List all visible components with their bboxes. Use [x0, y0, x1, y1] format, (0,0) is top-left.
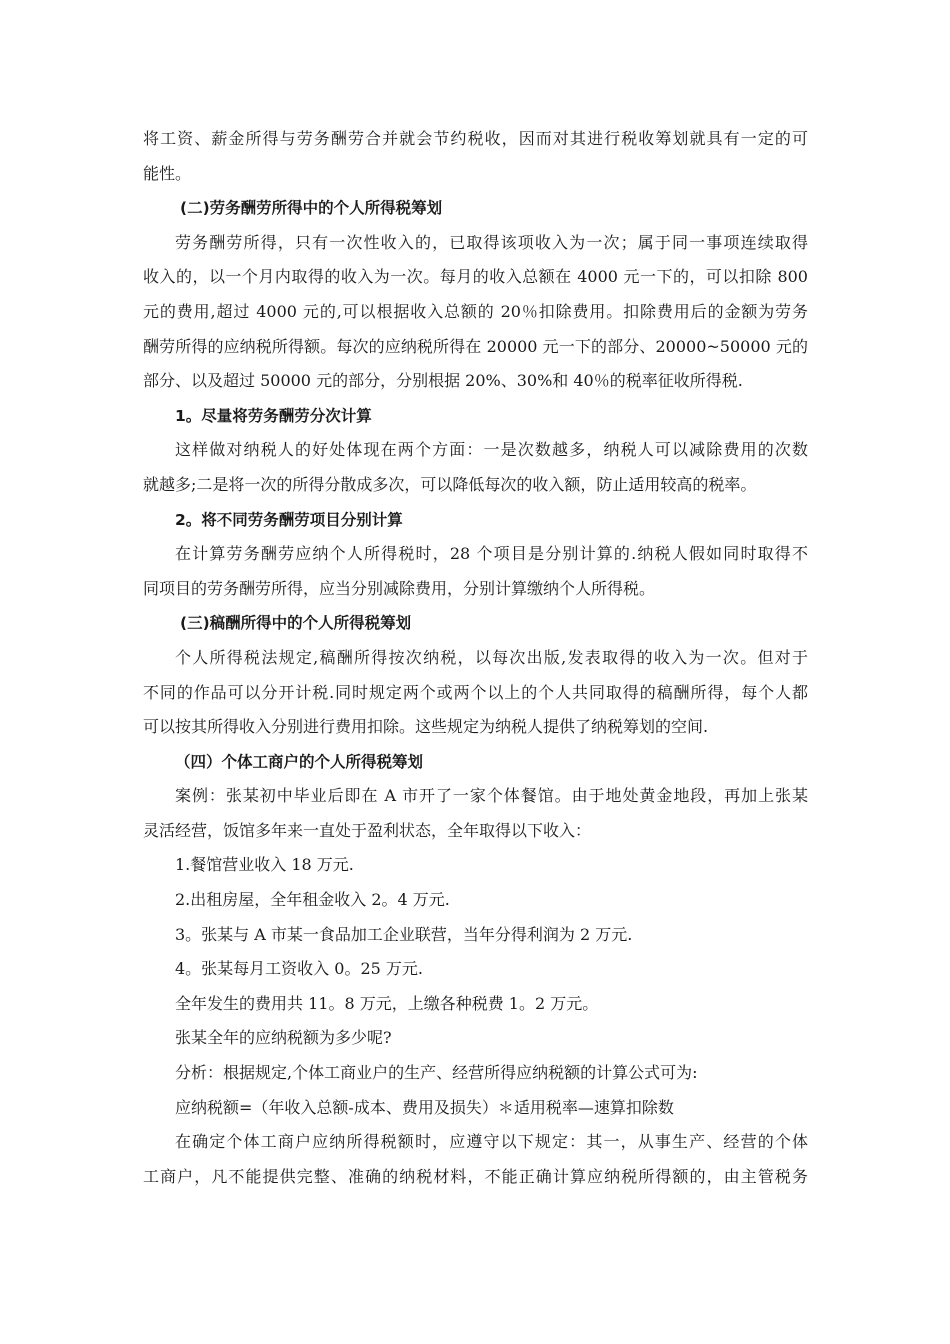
paragraph-line: 可以按其所得收入分别进行费用扣除。这些规定为纳税人提供了纳税筹划的空间.	[143, 717, 709, 737]
paragraph-line: 劳务酬劳所得，只有一次性收入的，已取得该项收入为一次；属于同一事项连续取得	[175, 232, 808, 252]
subsection-heading: 1。尽量将劳务酬劳分次计算	[175, 406, 372, 425]
paragraph-line: 案例：张某初中毕业后即在 A 市开了一家个体餐馆。由于地处黄金地段，再加上张某	[175, 786, 808, 806]
paragraph-line: 灵活经营，饭馆多年来一直处于盈利状态，全年取得以下收入：	[143, 820, 592, 840]
section-heading: (三)稿酬所得中的个人所得税筹划	[180, 614, 412, 633]
paragraph-line: 在计算劳务酬劳应纳个人所得税时，28 个项目是分别计算的.纳税人假如同时取得不	[175, 544, 808, 564]
paragraph-line: 部分、以及超过 50000 元的部分，分别根据 20%、30%和 40％的税率征收所得税.	[143, 371, 743, 391]
paragraph-line: 同项目的劳务酬劳所得，应当分别减除费用，分别计算缴纳个人所得税。	[143, 578, 656, 598]
paragraph-line: 能性。	[143, 163, 192, 183]
paragraph-line: 个人所得税法规定,稿酬所得按次纳税，以每次出版,发表取得的收入为一次。但对于	[175, 647, 808, 667]
paragraph-line: 就越多;二是将一次的所得分散成多次，可以降低每次的收入额，防止适用较高的税率。	[143, 474, 757, 494]
paragraph-line: 全年发生的费用共 11。8 万元，上缴各种税费 1。2 万元。	[175, 993, 599, 1013]
list-item: 2.出租房屋，全年租金收入 2。4 万元.	[175, 890, 450, 910]
list-item: 3。张某与 A 市某一食品加工企业联营，当年分得利润为 2 万元.	[175, 924, 633, 944]
paragraph-line: 在确定个体工商户应纳所得税额时，应遵守以下规定：其一，从事生产、经营的个体	[175, 1132, 808, 1152]
subsection-heading: 2。将不同劳务酬劳项目分别计算	[175, 510, 403, 529]
paragraph-line: 收入的，以一个月内取得的收入为一次。每月的收入总额在 4000 元一下的，可以扣除 800	[143, 267, 808, 287]
list-item: 4。张某每月工资收入 0。25 万元.	[175, 959, 423, 979]
paragraph-line: 元的费用,超过 4000 元的,可以根据收入总额的 20％扣除费用。扣除费用后的金额为劳务	[143, 301, 808, 321]
paragraph-line: 酬劳所得的应纳税所得额。每次的应纳税所得在 20000 元一下的部分、20000~50000 元的	[143, 336, 808, 356]
paragraph-line: 不同的作品可以分开计税.同时规定两个或两个以上的个人共同取得的稿酬所得，每个人都	[143, 682, 808, 702]
formula-line: 应纳税额=（年收入总额-成本、费用及损失）＊适用税率—速算扣除数	[175, 1097, 674, 1117]
paragraph-line: 分析：根据规定,个体工商业户的生产、经营所得应纳税额的计算公式可为:	[175, 1063, 698, 1083]
document-body	[143, 122, 808, 1194]
section-heading: (二)劳务酬劳所得中的个人所得税筹划	[180, 199, 443, 218]
section-heading: （四）个体工商户的个人所得税筹划	[175, 752, 424, 771]
paragraph-line: 将工资、薪金所得与劳务酬劳合并就会节约税收，因而对其进行税收筹划就具有一定的可	[143, 129, 808, 148]
paragraph-line: 这样做对纳税人的好处体现在两个方面：一是次数越多，纳税人可以减除费用的次数	[175, 440, 808, 460]
paragraph-line: 工商户，凡不能提供完整、准确的纳税材料，不能正确计算应纳税所得额的，由主管税务	[143, 1166, 808, 1186]
paragraph-line: 张某全年的应纳税额为多少呢?	[175, 1028, 392, 1048]
list-item: 1.餐馆营业收入 18 万元.	[175, 855, 354, 875]
